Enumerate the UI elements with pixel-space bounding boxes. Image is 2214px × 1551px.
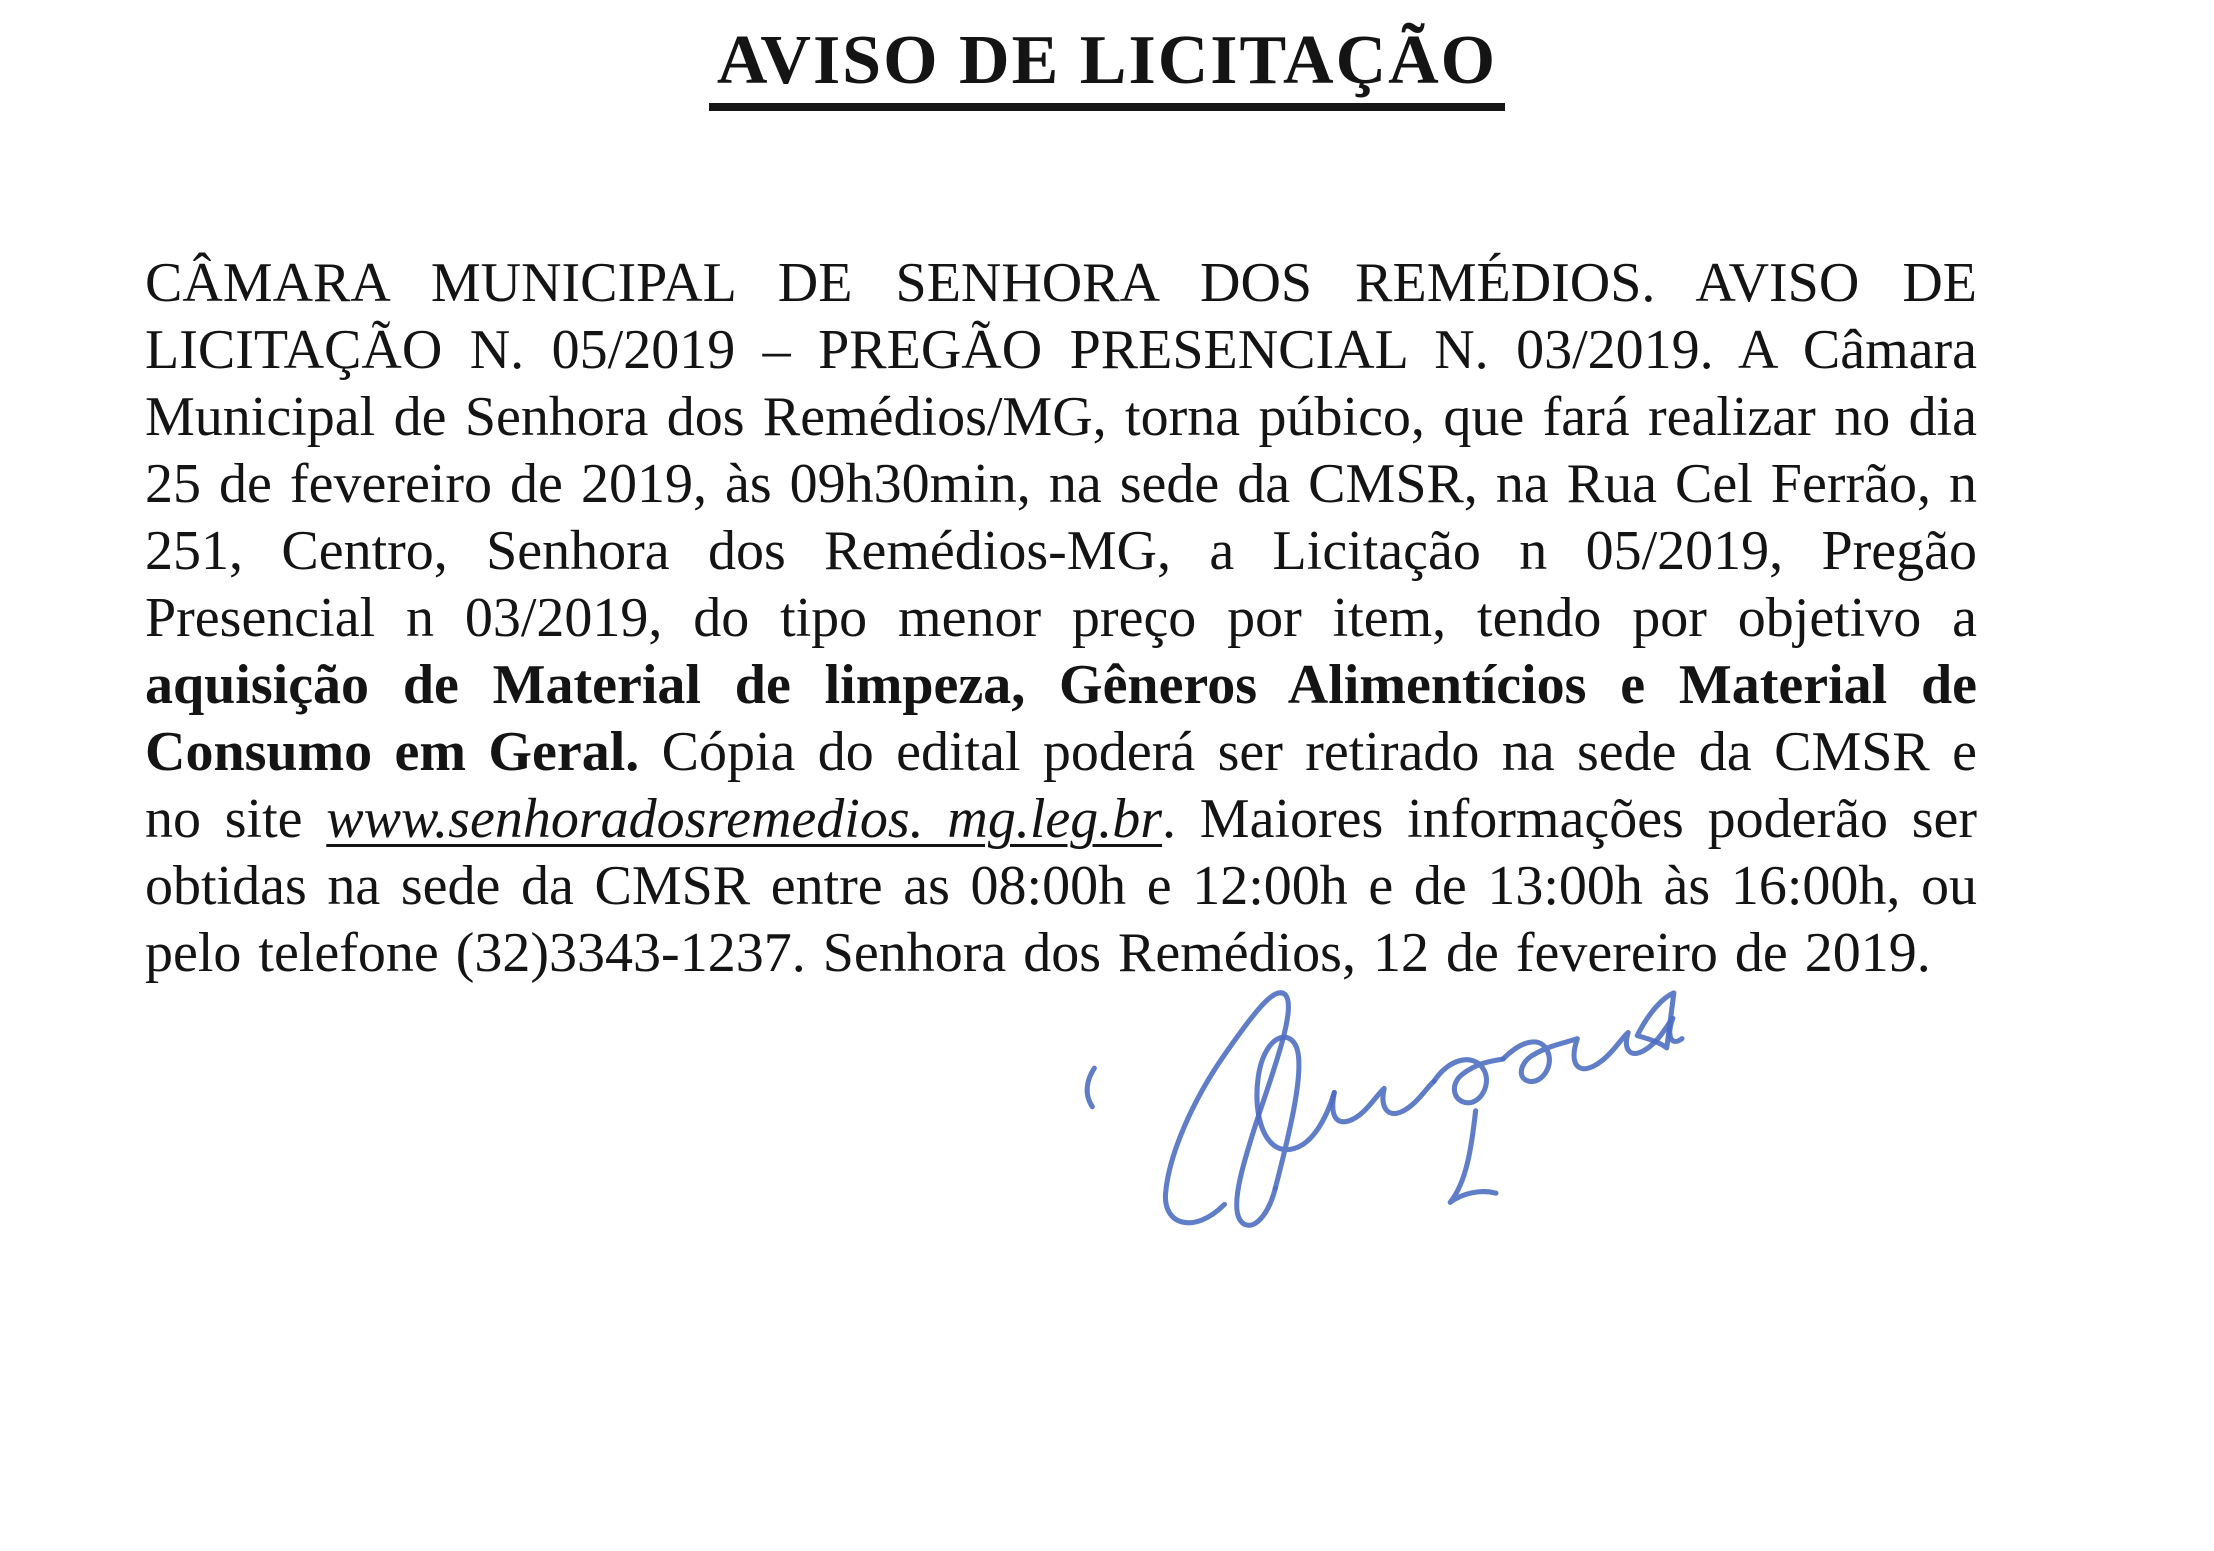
notice-paragraph bbox=[145, 250, 1977, 987]
signature-ink bbox=[1087, 993, 1682, 1226]
body-text-segment: Cópia do edital poderá ser retirado na sede da CMSR e no site bbox=[145, 721, 1977, 850]
document-title: AVISO DE LICITAÇÃO bbox=[709, 24, 1505, 111]
body-text-segment-bold: aquisição de Material de limpeza, Gêneros Alimentícios e Material de Consumo em Geral. bbox=[145, 654, 1977, 783]
body-text-segment: CÂMARA MUNICIPAL DE SENHORA DOS REMÉDIOS. AVISO DE LICITAÇÃO N. 05/2019 – PREGÃO PRESENCIAL N. 03/2019. A Câmara Municipal de Senhora dos Remédios/MG, torna púbico, que fará realizar no dia 25 de fevereiro de 2019, às 09h30min, na sede da CMSR, na Rua Cel Ferrão, n 251, Centro, Senhora dos Remédios-MG, a Licitação n 05/2019, Pregão Presencial n 03/2019, do tipo menor preço por item, tendo por objetivo a bbox=[145, 252, 1977, 649]
website-url-text: www.senhoradosremedios. mg.leg.br bbox=[326, 788, 1163, 850]
handwritten-signature bbox=[1072, 938, 1682, 1243]
title-container bbox=[0, 24, 2214, 111]
body-text-segment: . Maiores informações poderão ser obtidas na sede da CMSR entre as 08:00h e 12:00h e de 13:00h às 16:00h, ou pelo telefone (32)3343-1237. Senhora dos Remédios, 12 de fevereiro de 2019. bbox=[145, 788, 1978, 984]
